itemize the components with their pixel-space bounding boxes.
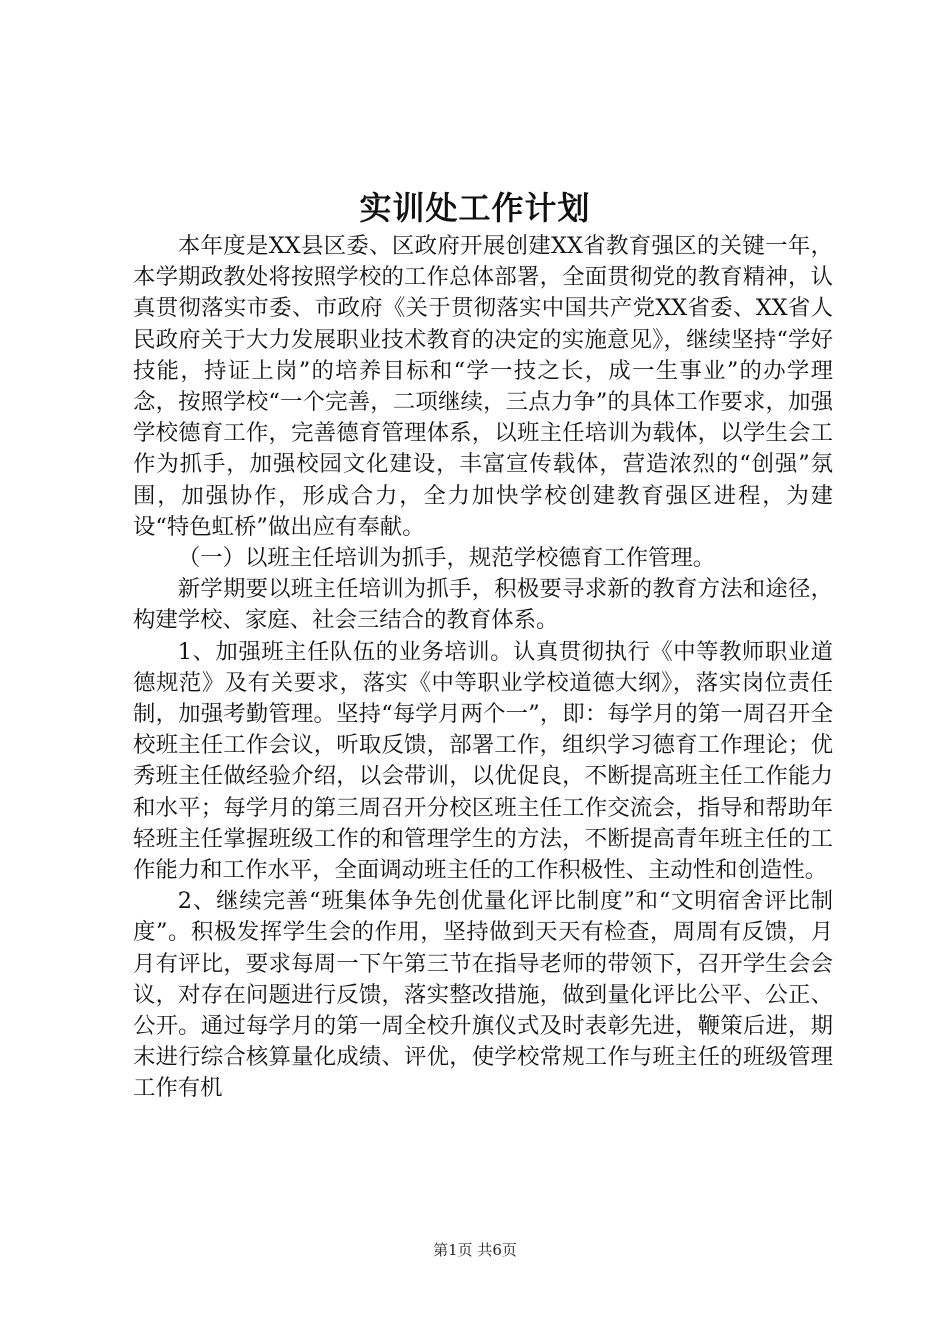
paragraph-section-heading: （一）以班主任培训为抓手，规范学校德育工作管理。 — [177, 545, 716, 572]
page-number-footer: 第1页 共6页 — [433, 1241, 517, 1259]
paragraph-intro: 本年度是XX县区委、区政府开展创建XX省教育强区的关键一年，本学期政教处将按照学校的工作总体部署，全面贯彻党的教育精神，认真贯彻落实市委、市政府《关于贯彻落实中国共产党XX省委、XX省人民政府关于大力发展职业技术教育的决定的实施意见》，继续坚持“学好技能，持证上岗”的培养目标和“学一技之长，成一生事业”的办学理念，按照学校“一个完善，二项继续，三点力争”的具体工作要求，加强学校德育工作，完善德育管理体系，以班主任培训为载体，以学生会工作为抓手，加强校园文化建设，丰富宣传载体，营造浓烈的“创强”氛围，加强协作，形成合力，全力加快学校创建教育强区进程，为建设“特色虹桥”做出应有奉献。 — [133, 233, 833, 540]
paragraph-section-intro: 新学期要以班主任培训为抓手，积极要寻求新的教育方法和途径，构建学校、家庭、社会三结合的教育体系。 — [133, 576, 833, 634]
document-title: 实训处工作计划 — [359, 189, 591, 227]
document-body — [133, 231, 833, 1105]
paragraph-item-1: 1、加强班主任队伍的业务培训。认真贯彻执行《中等教师职业道德规范》及有关要求，落实《中等职业学校道德大纲》，落实岗位责任制，加强考勤管理。坚持“每学月两个一”，即：每学月的第一周召开全校班主任工作会议，听取反馈，部署工作，组织学习德育工作理论；优秀班主任做经验介绍，以会带训，以优促良，不断提高班主任工作能力和水平；每学月的第三周召开分校区班主任工作交流会，指导和帮助年轻班主任掌握班级工作的和管理学生的方法，不断提高青年班主任的工作能力和工作水平，全面调动班主任的工作积极性、主动性和创造性。 — [133, 638, 833, 884]
paragraph-item-2: 2、继续完善“班集体争先创优量化评比制度”和“文明宿舍评比制度”。积极发挥学生会的作用，坚持做到天天有检查，周周有反馈，月月有评比，要求每周一下午第三节在指导老师的带领下，召开学生会会议，对存在问题进行反馈，落实整改措施，做到量化评比公平、公正、公开。通过每学月的第一周全校升旗仪式及时表彰先进，鞭策后进，期末进行综合核算量化成绩、评优，使学校常规工作与班主任的班级管理工作有机 — [133, 888, 833, 1102]
